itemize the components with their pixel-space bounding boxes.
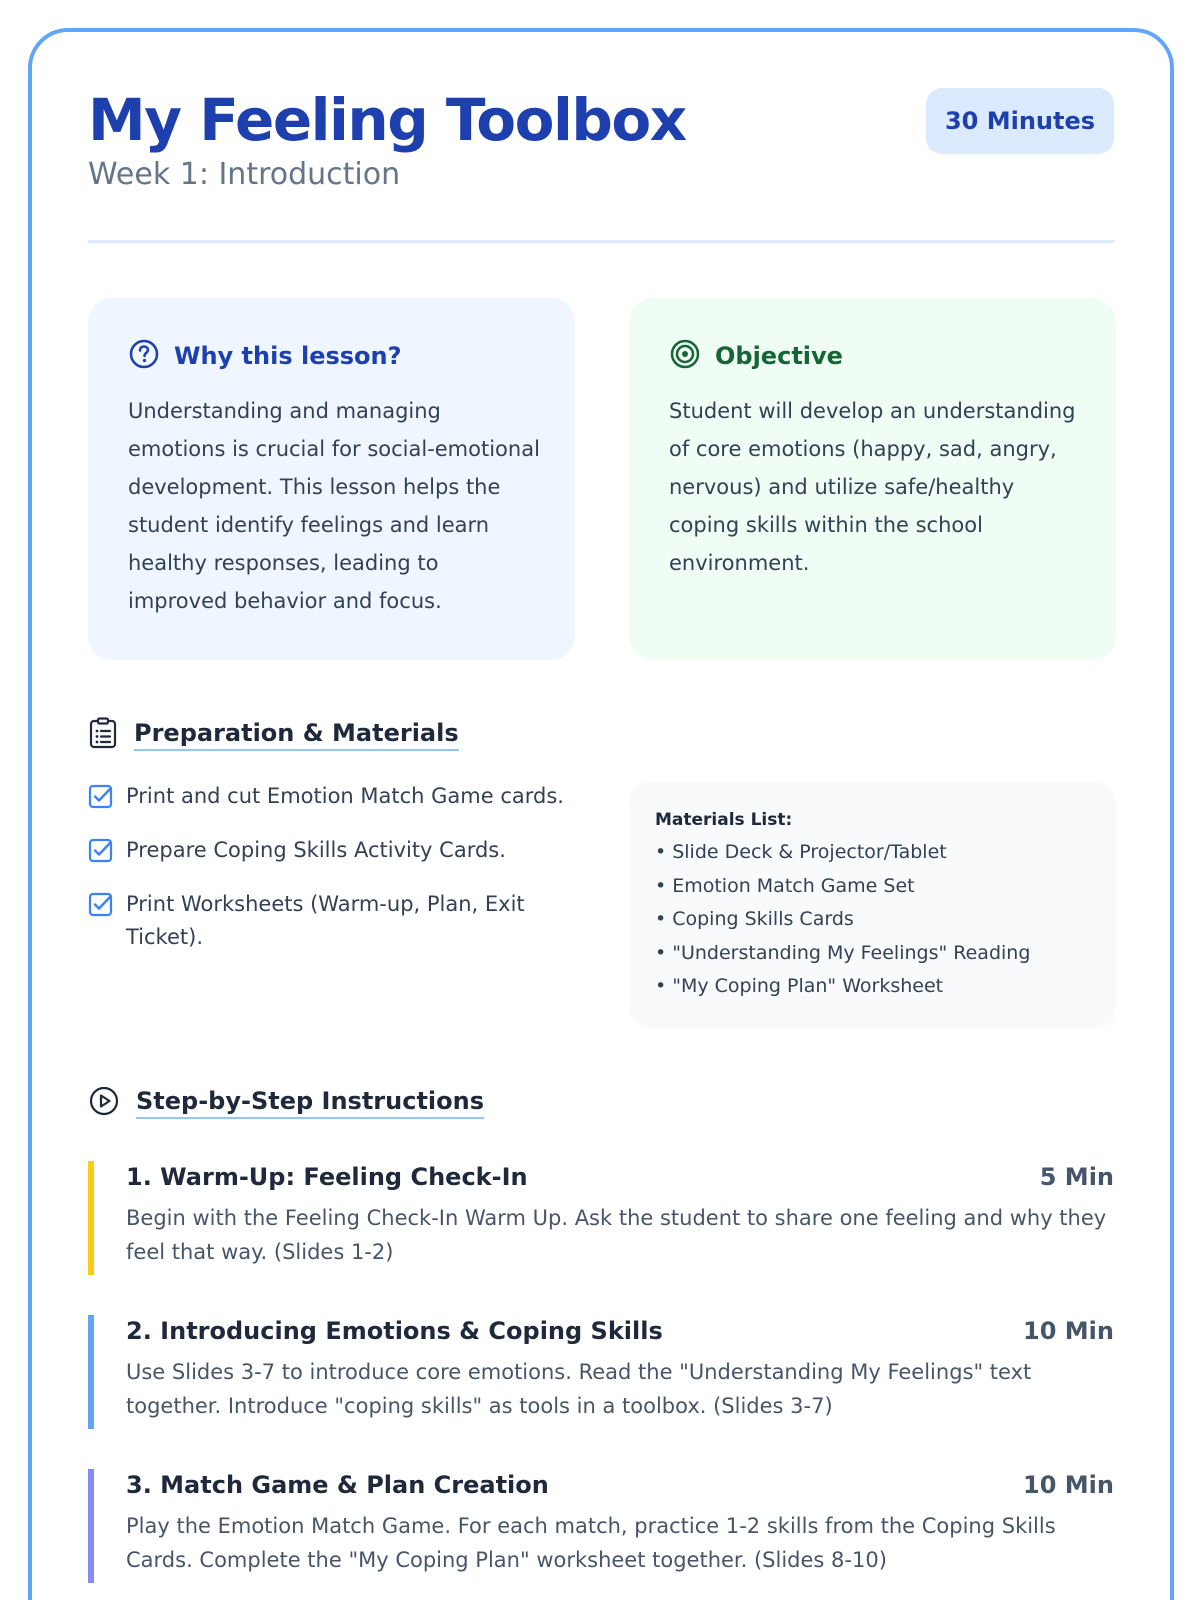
- checklist-item-label: Print and cut Emotion Match Game cards.: [126, 784, 564, 808]
- instruction-step: [88, 1469, 1114, 1583]
- instruction-step: [88, 1315, 1114, 1429]
- objective-title: Objective: [715, 342, 843, 370]
- material-item: • "Understanding My Feelings" Reading: [655, 937, 1090, 971]
- step-duration: 10 Min: [1023, 1471, 1114, 1499]
- clipboard-list-icon: [88, 717, 118, 753]
- instructions-title: Step-by-Step Instructions: [136, 1087, 484, 1119]
- checklist-item-label: Print Worksheets (Warm-up, Plan, Exit Ticket).: [126, 892, 525, 949]
- question-circle-icon: [128, 338, 160, 374]
- why-lesson-title: Why this lesson?: [174, 342, 402, 370]
- preparation-heading: [88, 717, 459, 753]
- preparation-checklist: [88, 780, 578, 968]
- step-title: 3. Match Game & Plan Creation: [126, 1471, 549, 1499]
- step-duration: 5 Min: [1039, 1163, 1114, 1191]
- lesson-title: My Feeling Toolbox: [88, 86, 686, 154]
- step-title: 2. Introducing Emotions & Coping Skills: [126, 1317, 663, 1345]
- material-item: • Coping Skills Cards: [655, 903, 1090, 937]
- step-title: 1. Warm-Up: Feeling Check-In: [126, 1163, 528, 1191]
- material-item: • Emotion Match Game Set: [655, 870, 1090, 904]
- step-description: Use Slides 3-7 to introduce core emotions. Read the "Understanding My Feelings" text together. Introduce "coping skills" as tools in a toolbox. (Slides 3-7): [126, 1360, 1032, 1418]
- materials-list: [655, 836, 1090, 1004]
- step-description: Play the Emotion Match Game. For each match, practice 1-2 skills from the Coping Skills Cards. Complete the "My Coping Plan" worksheet together. (Slides 8-10): [126, 1514, 1056, 1572]
- checkbox-checked-icon: [88, 838, 114, 874]
- step-duration: 10 Min: [1023, 1317, 1114, 1345]
- checklist-item: [88, 780, 578, 820]
- lesson-header: [88, 80, 1114, 194]
- step-description: Begin with the Feeling Check-In Warm Up. Ask the student to share one feeling and why they feel that way. (Slides 1-2): [126, 1206, 1107, 1264]
- target-icon: [669, 338, 701, 374]
- objective-box: [629, 298, 1116, 660]
- materials-title: Materials List:: [655, 810, 793, 830]
- material-item: • "My Coping Plan" Worksheet: [655, 970, 1090, 1004]
- instructions-heading: [88, 1085, 484, 1121]
- checkbox-checked-icon: [88, 784, 114, 820]
- lesson-subtitle: Week 1: Introduction: [88, 157, 401, 192]
- checklist-item-label: Prepare Coping Skills Activity Cards.: [126, 838, 506, 862]
- why-lesson-text: Understanding and managing emotions is crucial for social-emotional development. This lesson helps the student identify feelings and learn healthy responses, leading to improved behavior and focus.: [128, 399, 540, 613]
- play-circle-icon: [88, 1085, 120, 1121]
- objective-text: Student will develop an understanding of core emotions (happy, sad, angry, nervous) and utilize safe/healthy coping skills within the school environment.: [669, 399, 1076, 575]
- header-divider: [88, 240, 1114, 243]
- preparation-title: Preparation & Materials: [134, 719, 459, 751]
- checkbox-checked-icon: [88, 892, 114, 954]
- material-item: • Slide Deck & Projector/Tablet: [655, 836, 1090, 870]
- why-lesson-box: [88, 298, 575, 660]
- materials-list-box: [629, 782, 1116, 1028]
- checklist-item: [88, 834, 578, 874]
- duration-badge: 30 Minutes: [926, 88, 1114, 154]
- instruction-step: [88, 1161, 1114, 1275]
- checklist-item: [88, 888, 578, 954]
